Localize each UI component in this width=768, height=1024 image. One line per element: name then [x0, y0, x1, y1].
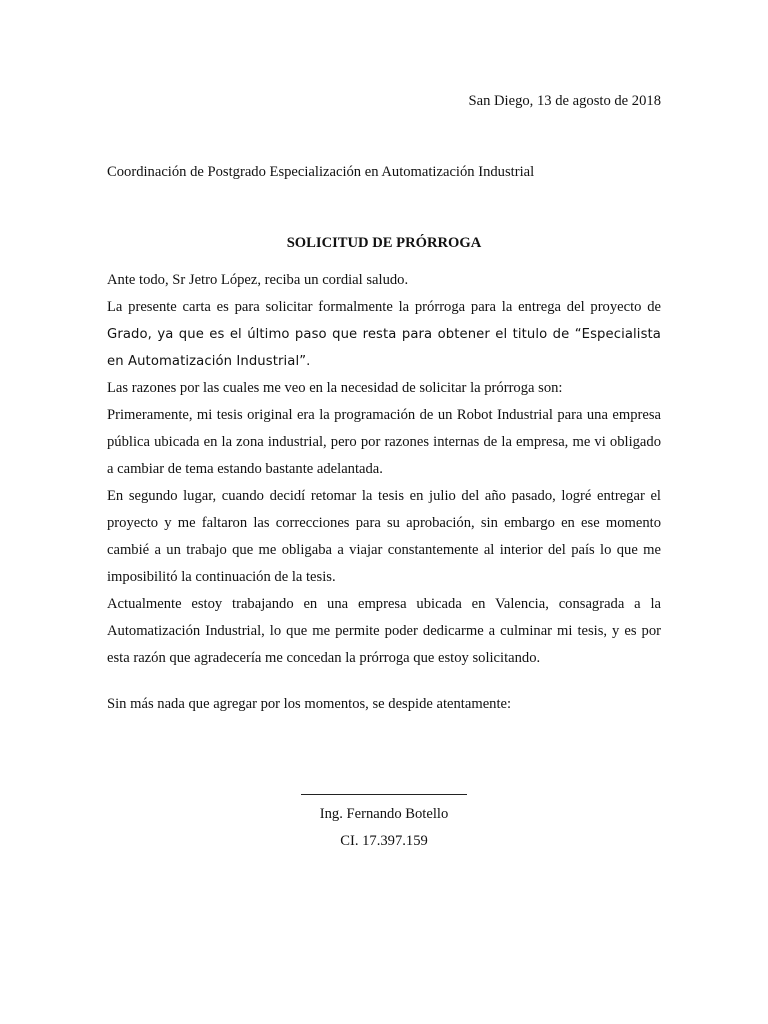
- letter-recipient: Coordinación de Postgrado Especialización en Automatización Industrial: [107, 164, 535, 180]
- current-situation-paragraph: Actualmente estoy trabajando en una empresa ubicada en Valencia, consagrada a la Automatización Industrial, lo que me permite poder dedicarme a culminar mi tesis, y es por esta razón que agradecería me concedan la prórroga que estoy solicitando.: [107, 596, 661, 666]
- request-paragraph: [107, 294, 661, 375]
- second-reason-paragraph: En segundo lugar, cuando decidí retomar la tesis en julio del año pasado, logré entregar el proyecto y me faltaron las correcciones para su aprobación, sin embargo en ese momento cambié a un trabajo que me obligaba a viajar constantemente al interior del país lo que me imposibilitó la continuación de la tesis.: [107, 488, 661, 585]
- letter-title: SOLICITUD DE PRÓRROGA: [286, 235, 482, 251]
- signer-id: CI. 17.397.159: [340, 833, 428, 849]
- letter-date: San Diego, 13 de agosto de 2018: [468, 93, 661, 109]
- reasons-intro-paragraph: Las razones por las cuales me veo en la necesidad de solicitar la prórroga son:: [107, 380, 563, 396]
- request-paragraph-text-continued: Grado, ya que es el último paso que resta para obtener el titulo de “Especialista en Automatización Industrial”.: [107, 327, 661, 369]
- request-paragraph-text: La presente carta es para solicitar formalmente la prórroga para la entrega del proyecto de: [107, 299, 661, 315]
- greeting-paragraph: Ante todo, Sr Jetro López, reciba un cordial saludo.: [107, 272, 409, 288]
- signature-line: [301, 794, 467, 795]
- first-reason-paragraph: Primeramente, mi tesis original era la programación de un Robot Industrial para una empresa pública ubicada en la zona industrial, pero por razones internas de la empresa, me vi obligado a cambiar de tema estando bastante adelantada.: [107, 407, 661, 477]
- letter-body: [107, 267, 661, 672]
- letter-closing: Sin más nada que agregar por los momentos, se despide atentamente:: [107, 696, 512, 712]
- signer-name: Ing. Fernando Botello: [319, 806, 449, 822]
